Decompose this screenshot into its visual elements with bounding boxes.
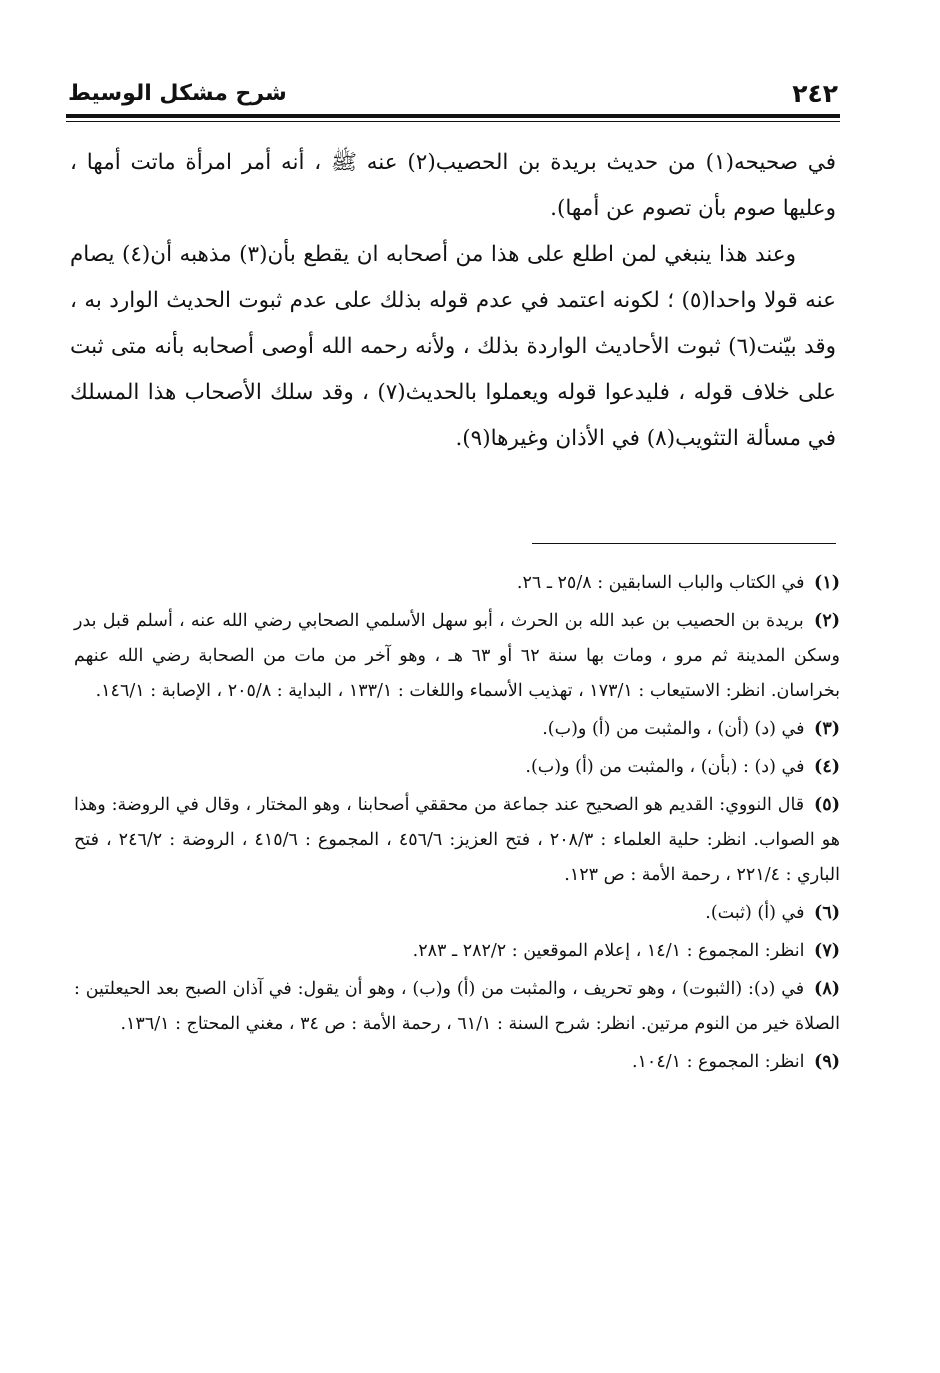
footnote-item <box>74 604 840 709</box>
header-rule-thin <box>66 121 840 122</box>
footnotes <box>74 566 840 1083</box>
footnote-item <box>74 566 840 601</box>
footnote-number: (٨) <box>814 979 840 999</box>
footnote-text: انظر: المجموع : ١٠٤/١. <box>631 1052 805 1072</box>
footnote-text: بريدة بن الحصيب بن عبد الله بن الحرث ، أبو سهل الأسلمي الصحابي رضي الله عنه ، أسلم قبل بدر وسكن المدينة ثم مرو ، ومات بها سنة ٦٢ أو ٦٣ هـ ، وهو آخر من مات من الصحابة رضي الله عنهم بخراسان. انظر: الاستيعاب : ١٧٣/١ ، تهذيب الأسماء واللغات : ١٣٣/١ ، البداية : ٢٠٥/٨ ، الإصابة : ١٤٦/١. <box>74 611 840 701</box>
footnote-number: (٣) <box>814 719 840 739</box>
footnote-number: (٧) <box>814 941 840 961</box>
footnote-item <box>74 712 840 747</box>
footnote-number: (٤) <box>814 757 840 777</box>
footnote-text: في (د) (أن) ، والمثبت من (أ) و(ب). <box>542 719 805 739</box>
footnote-text: في (د) : (بأن) ، والمثبت من (أ) و(ب). <box>525 757 805 777</box>
footnote-number: (٥) <box>814 795 840 815</box>
footnote-number: (٩) <box>814 1052 840 1072</box>
page-header <box>66 78 840 118</box>
main-text <box>70 140 836 462</box>
footnote-number: (١) <box>814 573 840 593</box>
footnote-text: انظر: المجموع : ١٤/١ ، إعلام الموقعين : ٢٨٢/٢ ـ ٢٨٣. <box>412 941 805 961</box>
footnote-item <box>74 934 840 969</box>
footnote-separator <box>532 543 836 544</box>
paragraph-2: وعند هذا ينبغي لمن اطلع على هذا من أصحابه ان يقطع بأن(٣) مذهبه أن(٤) يصام عنه قولا واحدا(٥) ؛ لكونه اعتمد في عدم قوله بذلك على عدم ثبوت الحديث الوارد به ، وقد بيّنت(٦) ثبوت الأحاديث الواردة بذلك ، ولأنه رحمه الله أوصى أصحابه بأنه متى ثبت على خلاف قوله ، فليدعوا قوله ويعملوا بالحديث(٧) ، وقد سلك الأصحاب هذا المسلك في مسألة التثويب(٨) في الأذان وغيرها(٩). <box>70 242 836 451</box>
page-number: ٢٤٢ <box>792 79 838 108</box>
footnote-text: في (أ) (ثبت). <box>705 903 805 923</box>
footnote-item <box>74 972 840 1042</box>
footnote-text: في الكتاب والباب السابقين : ٢٥/٨ ـ ٢٦. <box>516 573 805 593</box>
footnote-item <box>74 896 840 931</box>
footnote-item <box>74 1045 840 1080</box>
footnote-item <box>74 750 840 785</box>
paragraph-1: في صحيحه(١) من حديث بريدة بن الحصيب(٢) عنه ﷺ ، أنه أمر امرأة ماتت أمها ، وعليها صوم بأن تصوم عن أمها). <box>70 150 836 221</box>
header-rule <box>66 114 840 118</box>
footnote-text: في (د): (الثبوت) ، وهو تحريف ، والمثبت من (أ) و(ب) ، وهو أن يقول: في آذان الصبح بعد الحيعلتين : الصلاة خير من النوم مرتين. انظر: شرح السنة : ٦١/١ ، رحمة الأمة : ص ٣٤ ، مغني المحتاج : ١٣٦/١. <box>74 979 840 1034</box>
footnote-number: (٢) <box>814 611 840 631</box>
running-title: شرح مشكل الوسيط <box>68 81 287 106</box>
footnote-item <box>74 788 840 893</box>
footnote-text: قال النووي: القديم هو الصحيح عند جماعة من محققي أصحابنا ، وهو المختار ، وقال في الروضة: وهذا هو الصواب. انظر: حلية العلماء : ٢٠٨/٣ ، فتح العزيز: ٤٥٦/٦ ، المجموع : ٤١٥/٦ ، الروضة : ٢٤٦/٢ ، فتح الباري : ٢٢١/٤ ، رحمة الأمة : ص ١٢٣. <box>74 795 841 885</box>
footnote-number: (٦) <box>814 903 840 923</box>
